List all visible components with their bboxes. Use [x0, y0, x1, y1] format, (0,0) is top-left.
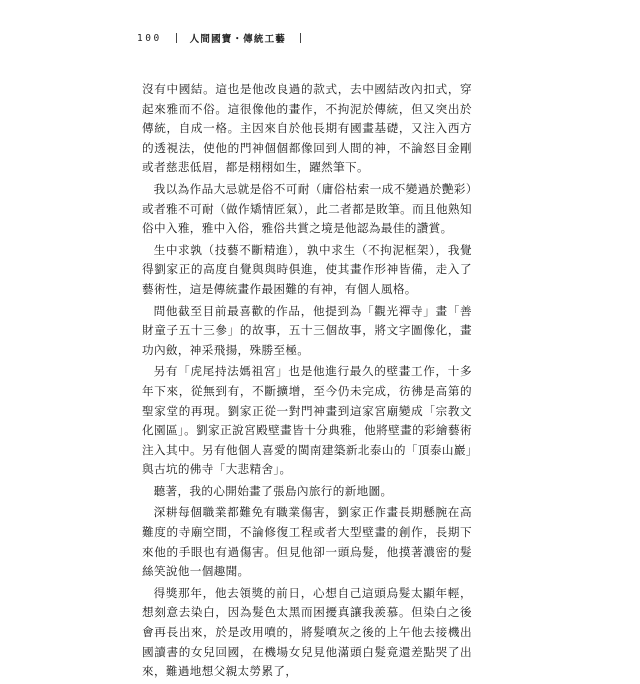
page-number: 100: [137, 32, 162, 44]
running-header: [137, 30, 301, 46]
paragraph: 得獎那年，他去領獎的前日，心想自己這頭烏髮太顯年輕，想刻意去染白，因為髮色太黑而困擾真讓我羨慕。但染白之後會再長出來，於是改用噴的，將髮噴灰之後的上午他去接機出國讀書的女兒回國，在機場女兒見他滿頭白髮竟還差點哭了出來，難過地想父親太勞累了，: [142, 585, 472, 679]
paragraph: 聽著，我的心開始畫了張島內旅行的新地圖。: [153, 483, 393, 498]
book-title: 人間國寶・傳統工藝: [189, 34, 286, 45]
paragraph: 問他截至目前最喜歡的作品，他提到為「觀光禪寺」畫「善財童子五十三參」的故事，五十三個故事，將文字圖像化，畫功內斂，神采飛揚，殊勝至極。: [142, 303, 472, 357]
header-divider-end: [300, 33, 301, 43]
paragraph: 另有「虎尾持法媽祖宮」也是他進行最久的壁畫工作，十多年下來，從無到有，不斷擴增，至今仍未完成，彷彿是高第的聖家堂的再現。劉家正從一對門神畫到這家宮廟變成「宗教文化園區」。劉家正說宮殿壁畫皆十分典雅，他將壁畫的彩繪藝術注入其中。另有他個人喜愛的閩南建築新北泰山的「頂泰山巖」與古坑的佛寺「大悲精舍」。: [142, 364, 472, 477]
body-text: [142, 80, 472, 684]
paragraph-continued: 沒有中國結。這也是他改良過的款式，去中國結改內扣式，穿起來雅而不俗。這很像他的畫作，不拘泥於傳統，但又突出於傳統，自成一格。主因來自於他長期有國畫基礎，又注入西方的透視法，使他的門神個個都像回到人間的神，不論怒目金剛或者慈悲低眉，都是栩栩如生，躍然筆下。: [142, 82, 472, 175]
paragraph: 生中求孰（技藝不斷精進），孰中求生（不拘泥框架），我覺得劉家正的高度自覺與與時俱進，使其畫作形神皆備，走入了藝術性，這是傳統畫作最困難的有神，有個人風格。: [142, 242, 472, 296]
paragraph: 深耕每個職業都難免有職業傷害，劉家正作畫長期懸腕在高難度的寺廟空間，不論修復工程或者大型壁畫的創作，長期下來他的手眼也有過傷害。但見他卻一頭烏髮，他摸著濃密的髮絲笑說他一個趣聞。: [142, 505, 472, 579]
paragraph: 我以為作品大忌就是俗不可耐（庸俗枯索一成不變過於艷彩）或者雅不可耐（做作矯情匠氣），此二者都是敗筆。而且他熟知俗中入雅，雅中入俗，雅俗共賞之境是他認為最佳的讚賞。: [142, 181, 472, 236]
header-divider: [176, 33, 177, 43]
